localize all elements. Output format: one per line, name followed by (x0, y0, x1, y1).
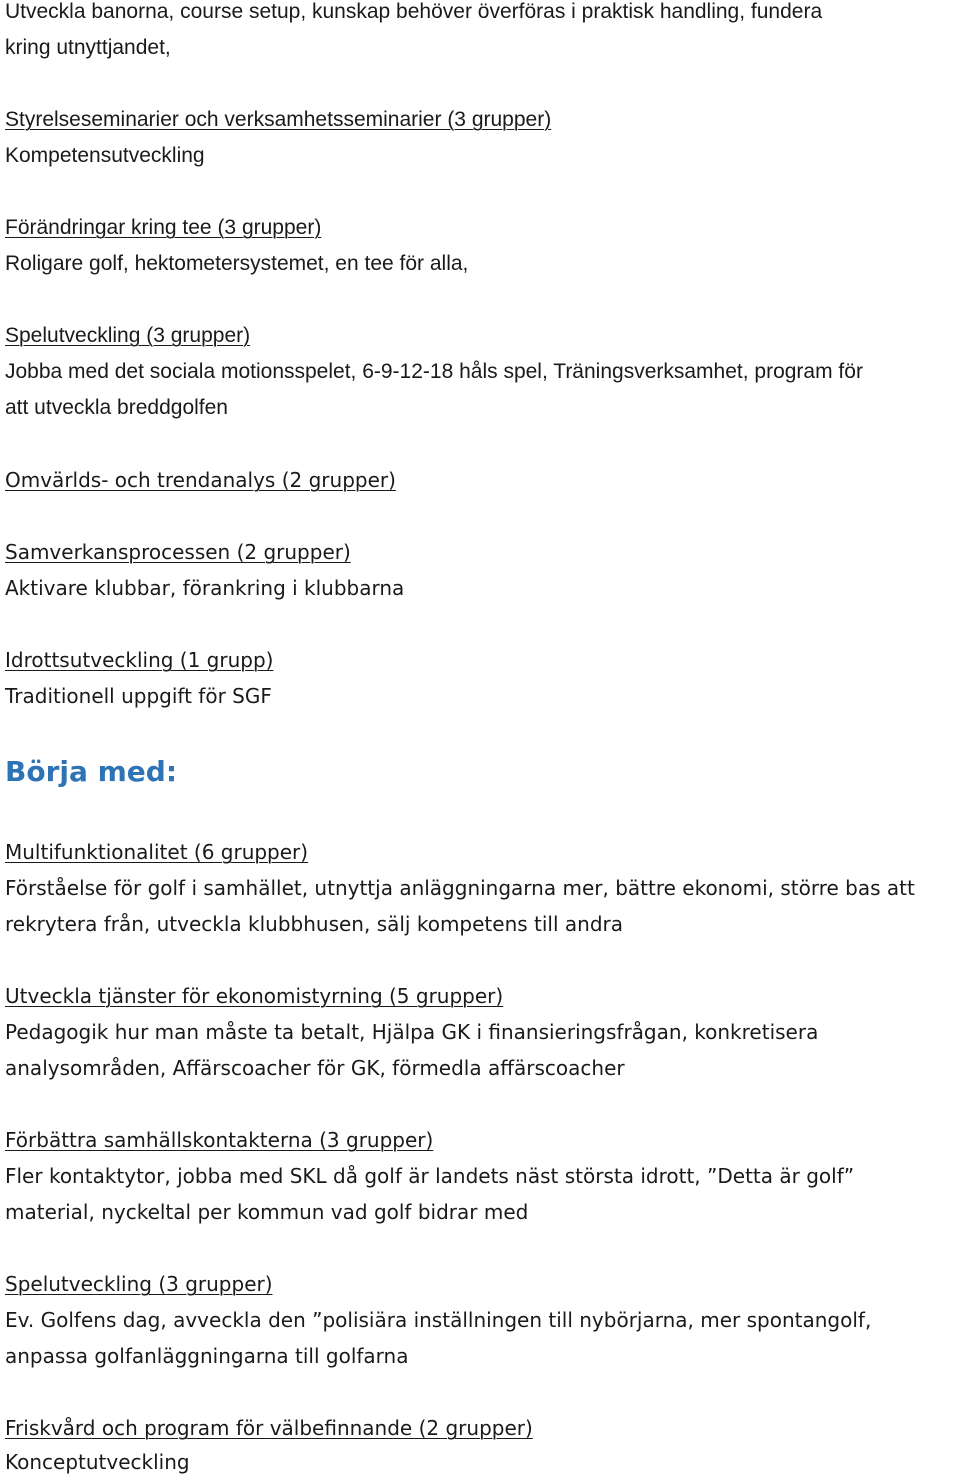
section-line: Traditionell uppgift för SGF (5, 684, 272, 708)
section-heading: Förbättra samhällskontakterna (3 grupper) (5, 1128, 434, 1152)
section-heading: Omvärlds- och trendanalys (2 grupper) (5, 468, 396, 492)
section-line: Fler kontaktytor, jobba med SKL då golf är landets näst största idrott, ”Detta är golf” (5, 1164, 855, 1188)
section-line: att utveckla breddgolfen (5, 396, 228, 419)
section-line: Ev. Golfens dag, avveckla den ”polisiära inställningen till nybörjarna, mer spontangolf, (5, 1308, 872, 1332)
borja-med-heading: Börja med: (5, 755, 178, 788)
section-line: anpassa golfanläggningarna till golfarna (5, 1344, 409, 1368)
section-heading: Spelutveckling (3 grupper) (5, 1272, 273, 1296)
section-heading: Förändringar kring tee (3 grupper) (5, 216, 322, 239)
section-heading: Utveckla tjänster för ekonomistyrning (5 grupper) (5, 984, 504, 1008)
intro-line-2: kring utnyttjandet, (5, 36, 171, 59)
section-line: Konceptutveckling (5, 1450, 190, 1474)
section-line: material, nyckeltal per kommun vad golf bidrar med (5, 1200, 529, 1224)
section-line: Förståelse för golf i samhället, utnyttja anläggningarna mer, bättre ekonomi, större bas att (5, 876, 915, 900)
section-line: Jobba med det sociala motionsspelet, 6-9-12-18 håls spel, Träningsverksamhet, program för (5, 360, 863, 383)
section-line: Aktivare klubbar, förankring i klubbarna (5, 576, 405, 600)
intro-line-1: Utveckla banorna, course setup, kunskap behöver överföras i praktisk handling, fundera (5, 0, 823, 23)
section-heading: Friskvård och program för välbefinnande (2 grupper) (5, 1416, 533, 1440)
section-line: rekrytera från, utveckla klubbhusen, sälj kompetens till andra (5, 912, 624, 936)
section-line: Pedagogik hur man måste ta betalt, Hjälpa GK i finansieringsfrågan, konkretisera (5, 1020, 819, 1044)
section-line: analysområden, Affärscoacher för GK, förmedla affärscoacher (5, 1056, 625, 1080)
section-heading: Samverkansprocessen (2 grupper) (5, 540, 351, 564)
section-heading: Idrottsutveckling (1 grupp) (5, 648, 274, 672)
section-line: Roligare golf, hektometersystemet, en tee för alla, (5, 252, 469, 275)
section-line: Kompetensutveckling (5, 144, 205, 167)
section-heading: Multifunktionalitet (6 grupper) (5, 840, 309, 864)
section-heading: Spelutveckling (3 grupper) (5, 324, 251, 347)
section-heading: Styrelseseminarier och verksamhetsseminarier (3 grupper) (5, 108, 552, 131)
